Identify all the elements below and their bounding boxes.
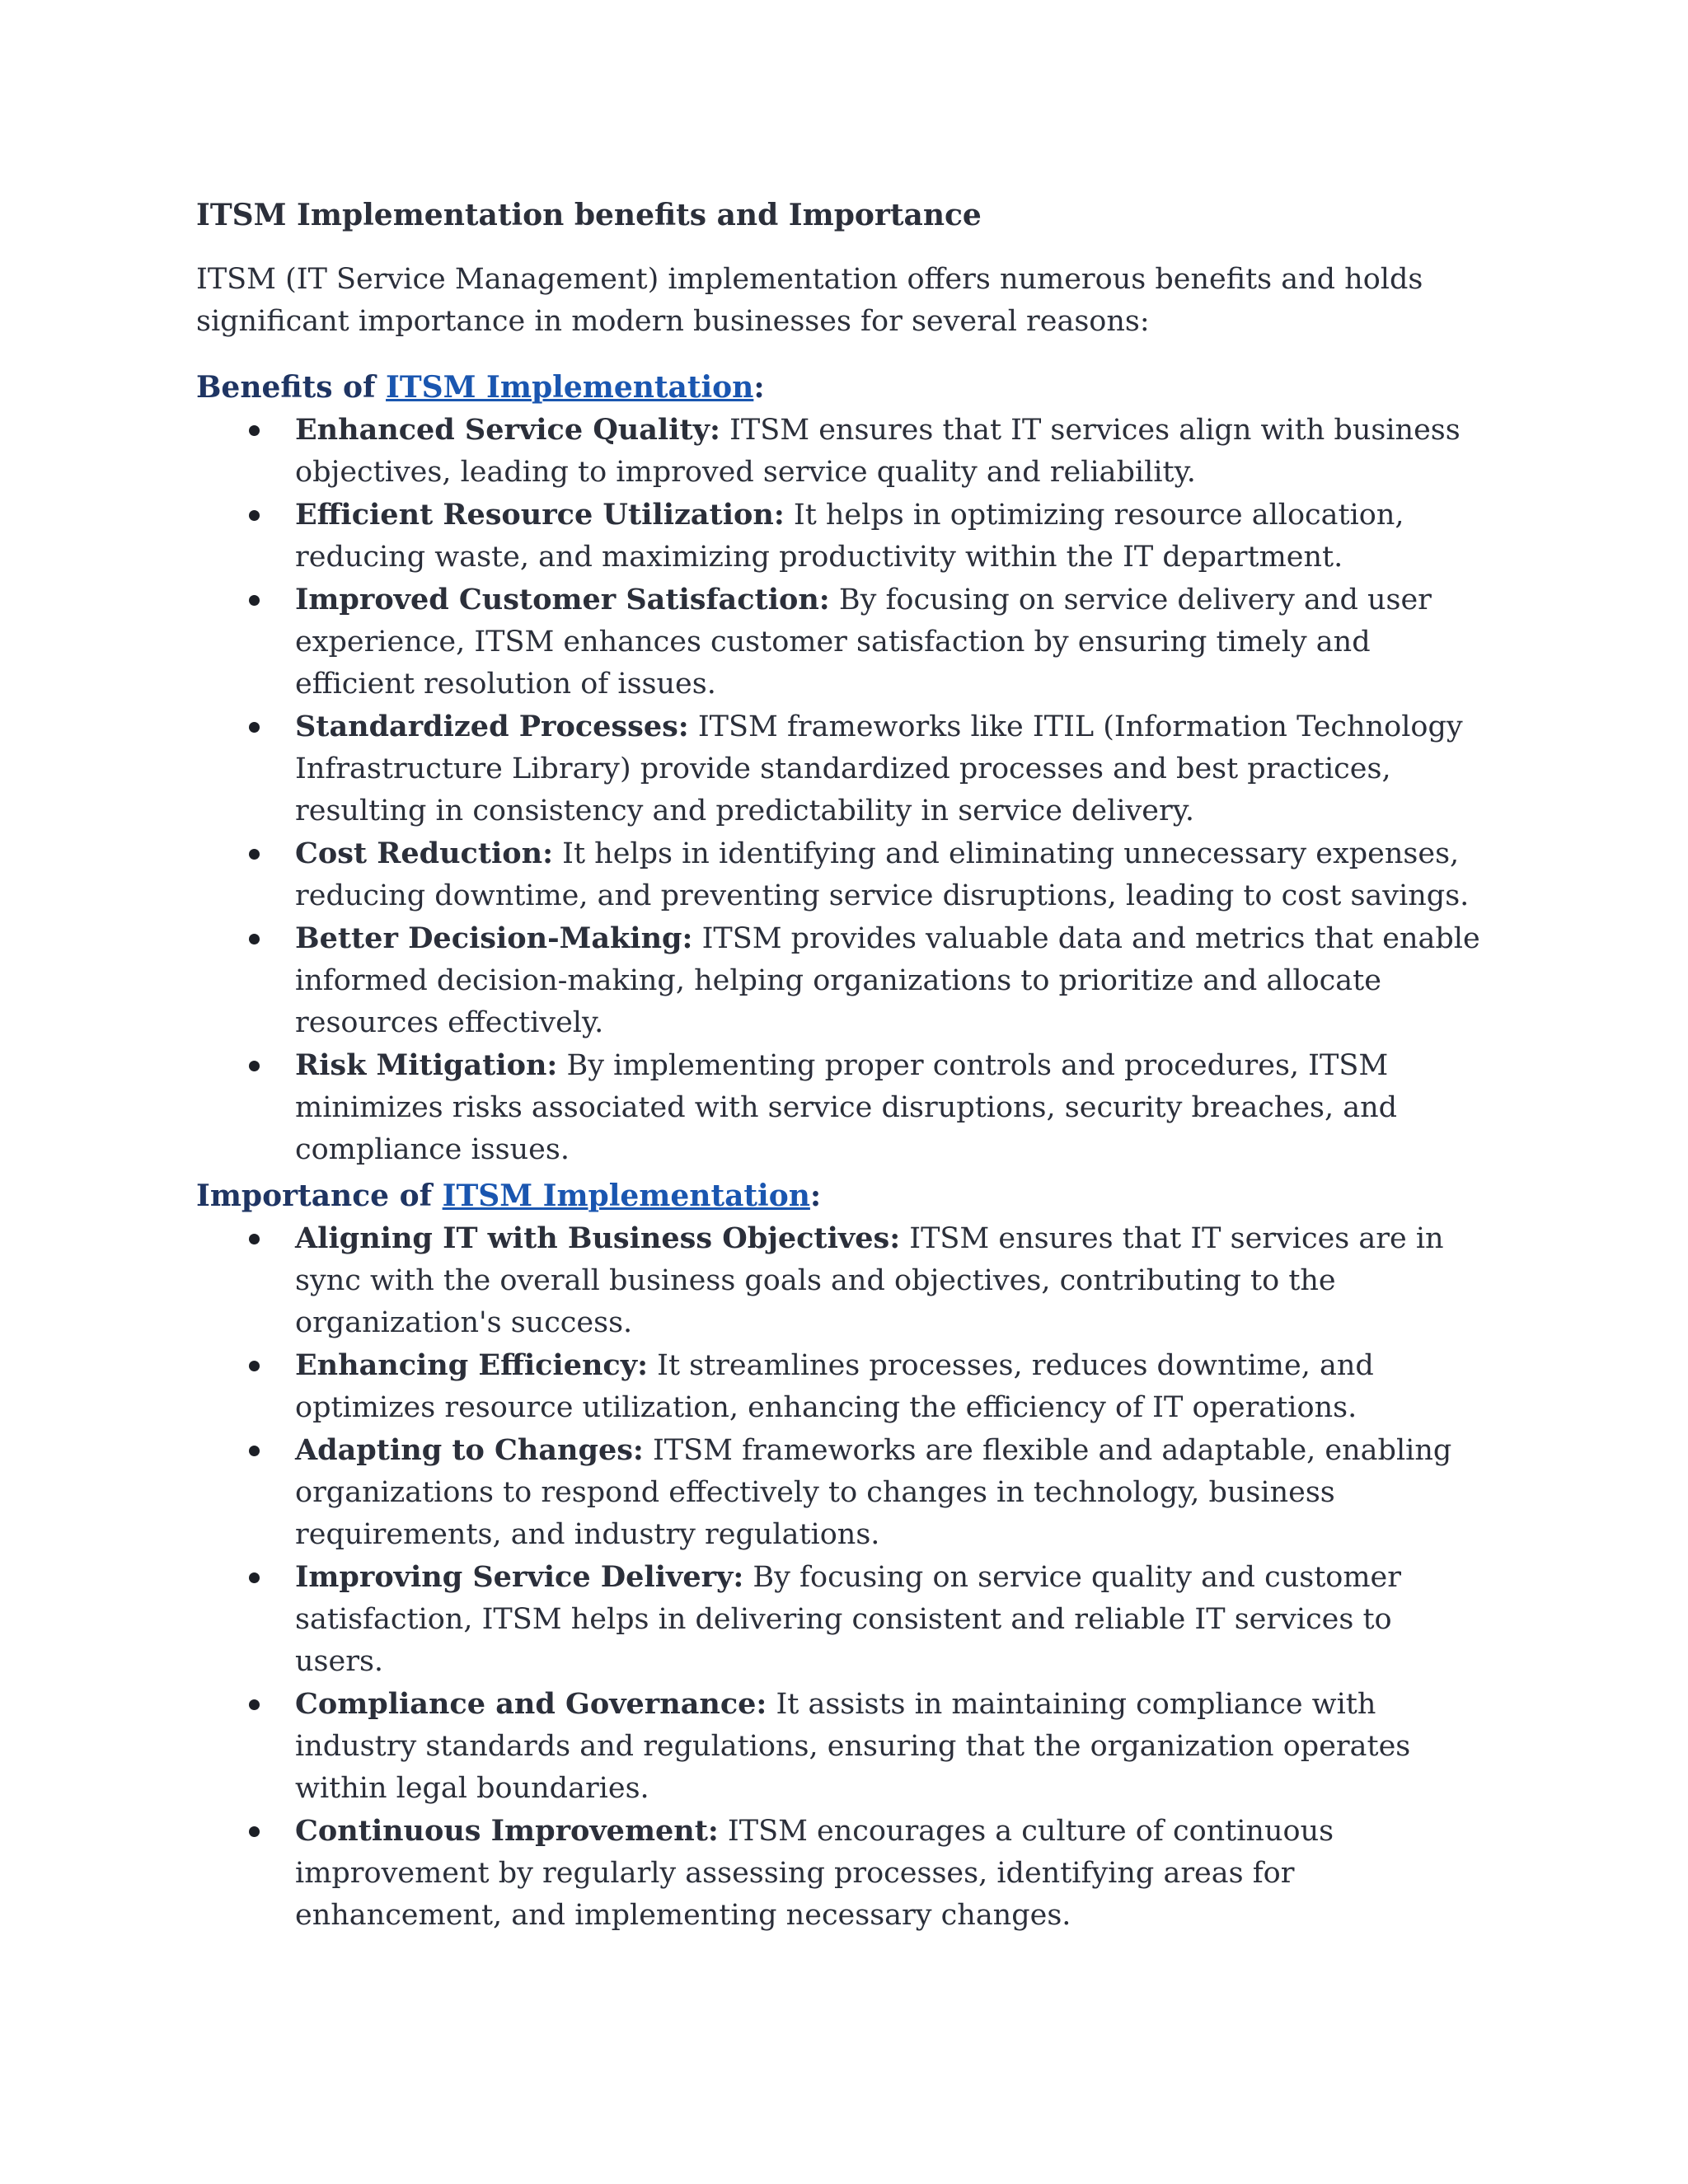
benefit-item-title: Standardized Processes: <box>295 710 689 743</box>
importance-heading-link[interactable]: ITSM Implementation <box>442 1179 810 1213</box>
benefit-item-title: Efficient Resource Utilization: <box>295 498 785 532</box>
bullet-icon <box>249 595 260 606</box>
benefit-item <box>196 832 1482 917</box>
benefit-item-title: Better Decision-Making: <box>295 921 693 955</box>
benefit-item-text: ITSM ensures that IT services align with business objectives, leading to improved service quality and reliability. <box>295 414 1461 489</box>
bullet-icon <box>249 510 260 521</box>
benefit-item-title: Risk Mitigation: <box>295 1048 558 1082</box>
benefit-item <box>196 705 1482 832</box>
benefit-item-text: It helps in identifying and eliminating unnecessary expenses, reducing downtime, and preventing service disruptions, leading to cost savings. <box>295 837 1470 912</box>
importance-item <box>196 1217 1482 1344</box>
importance-heading-prefix: Importance of <box>196 1179 443 1213</box>
benefits-heading-prefix: Benefits of <box>196 370 387 405</box>
bullet-icon <box>249 1234 260 1244</box>
benefit-item <box>196 1044 1482 1171</box>
benefit-item <box>196 917 1482 1044</box>
benefit-item <box>196 494 1482 579</box>
benefit-item <box>196 409 1482 494</box>
bullet-icon <box>249 425 260 436</box>
document-title: ITSM Implementation benefits and Importance <box>196 198 982 232</box>
importance-item <box>196 1810 1482 1937</box>
benefit-item-text: By focusing on service delivery and user experience, ITSM enhances customer satisfaction by ensuring timely and efficient resolution of issues. <box>295 583 1432 701</box>
importance-item-title: Enhancing Efficiency: <box>295 1348 648 1382</box>
importance-heading-suffix: : <box>809 1179 822 1213</box>
benefits-heading <box>196 366 1482 409</box>
bullet-icon <box>249 1572 260 1583</box>
bullet-icon <box>249 1446 260 1456</box>
benefit-item-title: Cost Reduction: <box>295 837 554 870</box>
bullet-icon <box>249 722 260 733</box>
importance-item <box>196 1683 1482 1810</box>
importance-item <box>196 1344 1482 1429</box>
intro-paragraph: ITSM (IT Service Management) implementation offers numerous benefits and holds significant importance in modern businesses for several reasons: <box>196 263 1423 338</box>
bullet-icon <box>249 1699 260 1710</box>
importance-item-text: It assists in maintaining compliance with industry standards and regulations, ensuring that the organization operates within legal boundaries. <box>295 1688 1411 1805</box>
importance-item-title: Continuous Improvement: <box>295 1814 719 1848</box>
bullet-icon <box>249 934 260 944</box>
bullet-icon <box>249 849 260 860</box>
benefit-item-text: By implementing proper controls and procedures, ITSM minimizes risks associated with service disruptions, security breaches, and compliance issues. <box>295 1049 1398 1166</box>
benefit-item <box>196 579 1482 705</box>
bullet-icon <box>249 1826 260 1837</box>
benefit-item-text: It helps in optimizing resource allocation, reducing waste, and maximizing productivity within the IT department. <box>295 499 1404 574</box>
importance-heading <box>196 1174 1482 1217</box>
importance-item-title: Aligning IT with Business Objectives: <box>295 1221 901 1255</box>
importance-item-text: ITSM encourages a culture of continuous improvement by regularly assessing processes, identifying areas for enhancement, and implementing necessary changes. <box>295 1815 1334 1932</box>
benefit-item-title: Improved Customer Satisfaction: <box>295 583 830 616</box>
benefit-item-text: ITSM frameworks like ITIL (Information Technology Infrastructure Library) provide standardized processes and best practices, resulting in consistency and predictability in service delivery. <box>295 710 1463 827</box>
bullet-icon <box>249 1361 260 1371</box>
benefits-heading-suffix: : <box>753 370 765 405</box>
benefits-heading-link[interactable]: ITSM Implementation <box>386 370 754 405</box>
importance-item-text: By focusing on service quality and customer satisfaction, ITSM helps in delivering consistent and reliable IT services to users. <box>295 1561 1401 1678</box>
importance-item-text: ITSM ensures that IT services are in sync with the overall business goals and objectives, contributing to the organization's success. <box>295 1222 1444 1339</box>
importance-list <box>196 1217 1482 1937</box>
benefit-item-title: Enhanced Service Quality: <box>295 413 720 447</box>
bullet-icon <box>249 1061 260 1071</box>
importance-item-title: Adapting to Changes: <box>295 1433 644 1467</box>
benefits-list <box>196 409 1482 1171</box>
importance-item-text: ITSM frameworks are flexible and adaptable, enabling organizations to respond effectively to changes in technology, business requirements, and industry regulations. <box>295 1434 1452 1551</box>
importance-item <box>196 1556 1482 1683</box>
importance-item-title: Compliance and Governance: <box>295 1687 767 1721</box>
importance-item-text: It streamlines processes, reduces downtime, and optimizes resource utilization, enhancing the efficiency of IT operations. <box>295 1349 1374 1424</box>
benefit-item-text: ITSM provides valuable data and metrics that enable informed decision-making, helping organizations to prioritize and allocate resources effectively. <box>295 922 1480 1039</box>
importance-item <box>196 1429 1482 1556</box>
importance-item-title: Improving Service Delivery: <box>295 1560 744 1594</box>
document-page <box>196 194 1482 1940</box>
